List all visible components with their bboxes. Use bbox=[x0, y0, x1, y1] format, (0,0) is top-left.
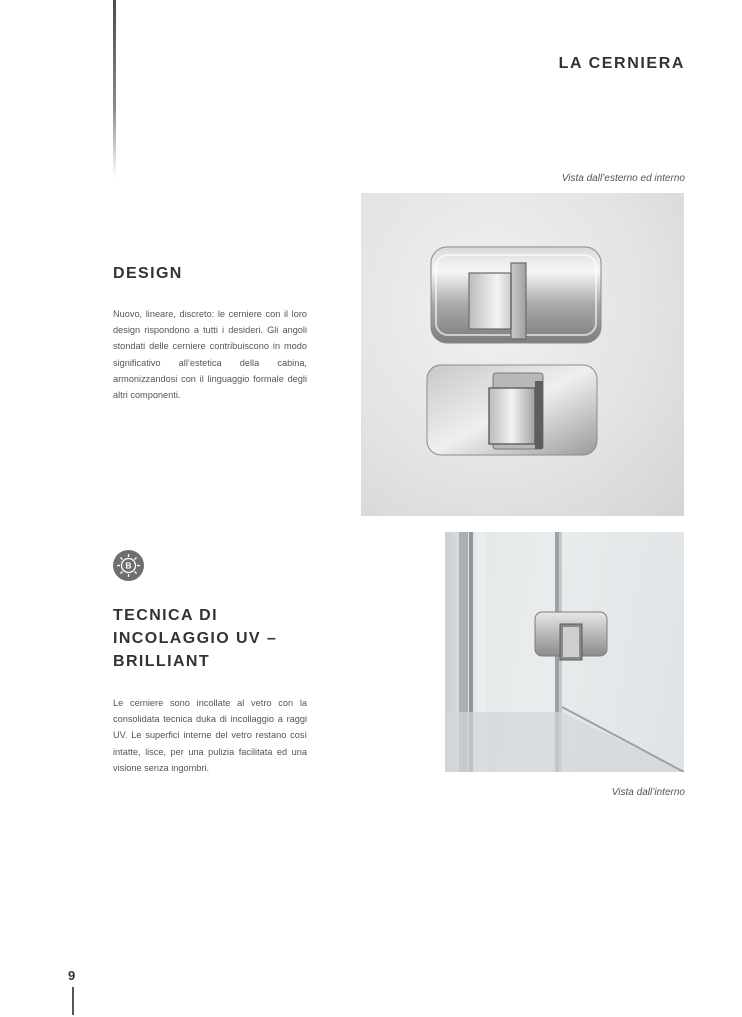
design-paragraph: Nuovo, lineare, discreto: le cerniere con il loro design rispondono a tutti i desideri. Gli angoli stondati delle cerniere contribuiscono in modo significativo all’estetica della cabina, armonizzandosi con il linguaggio formale degli altri componenti. bbox=[113, 309, 307, 401]
hinge-interior-view-photo bbox=[445, 532, 684, 772]
top-vertical-rule bbox=[113, 0, 116, 178]
page-number-rule bbox=[72, 987, 74, 1015]
page-number: 9 bbox=[68, 968, 76, 983]
uv-technique-heading: TECNICA DI INCOLAGGIO UV – BRILLIANT bbox=[113, 607, 278, 670]
hinge-exterior-interior-photo bbox=[361, 193, 684, 516]
top-image-caption: Vista dall’esterno ed interno bbox=[561, 173, 685, 184]
bottom-image-caption: Vista dall’interno bbox=[611, 787, 685, 798]
section-title: LA CERNIERA bbox=[558, 55, 685, 72]
badge-letter: B bbox=[125, 560, 132, 571]
brilliant-badge-icon bbox=[113, 550, 144, 581]
design-heading: DESIGN bbox=[113, 265, 183, 282]
uv-technique-paragraph: Le cerniere sono incollate al vetro con la consolidata tecnica duka di incollaggio a raggi UV. Le superfici interne del vetro restano così intatte, lisce, per una pulizia facilitata ed una visione senza ingombri. bbox=[113, 698, 307, 773]
